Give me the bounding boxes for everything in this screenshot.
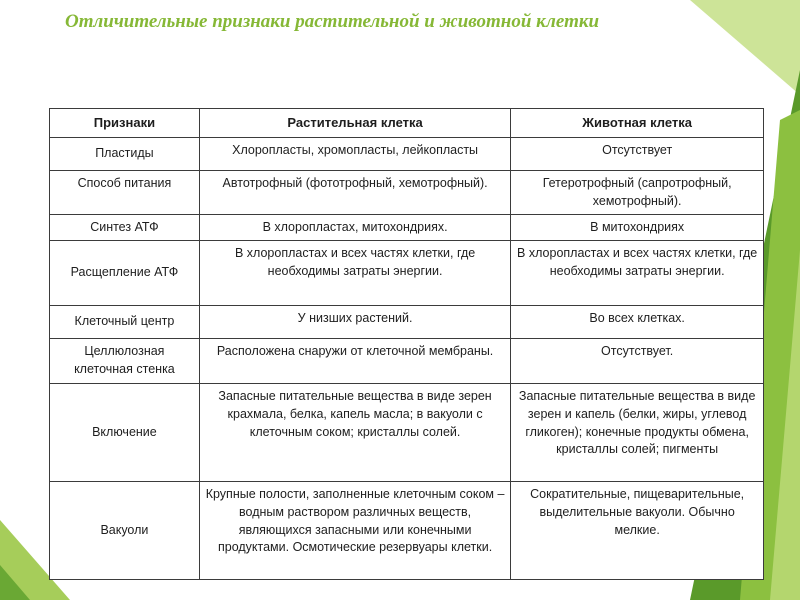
row-feature: Клеточный центр: [50, 306, 200, 339]
animal-cell-value: Отсутствует: [511, 138, 764, 171]
animal-cell-value: В хлоропластах и всех частях клетки, где необходимы затраты энергии.: [511, 241, 764, 306]
table-row: [50, 138, 764, 171]
header-features: Признаки: [50, 109, 200, 138]
animal-cell-value: Во всех клетках.: [511, 306, 764, 339]
slide-title: Отличительные признаки растительной и животной клетки: [65, 11, 600, 32]
table-row: [50, 241, 764, 306]
row-feature: Вакуоли: [50, 482, 200, 580]
table-row: [50, 482, 764, 580]
plant-cell-value: Хлоропласты, хромопласты, лейкопласты: [199, 138, 510, 171]
table-row: [50, 339, 764, 384]
table-row: [50, 384, 764, 482]
comparison-table: [49, 108, 764, 580]
table-row: [50, 171, 764, 215]
row-feature: Включение: [50, 384, 200, 482]
plant-cell-value: Крупные полости, заполненные клеточным соком – водным раствором различных веществ, являющихся запасными или конечными продуктами. Осмотические резервуары клетки.: [199, 482, 510, 580]
row-feature: Целлюлозная клеточная стенка: [50, 339, 200, 384]
table-header-row: [50, 109, 764, 138]
plant-cell-value: В хлоропластах и всех частях клетки, где необходимы затраты энергии.: [199, 241, 510, 306]
plant-cell-value: Расположена снаружи от клеточной мембраны.: [199, 339, 510, 384]
plant-cell-value: У низших растений.: [199, 306, 510, 339]
plant-cell-value: Автотрофный (фототрофный, хемотрофный).: [199, 171, 510, 215]
row-feature: Синтез АТФ: [50, 215, 200, 241]
animal-cell-value: Отсутствует.: [511, 339, 764, 384]
header-plant-cell: Растительная клетка: [199, 109, 510, 138]
row-feature: Пластиды: [50, 138, 200, 171]
animal-cell-value: Сократительные, пищеварительные, выделительные вакуоли. Обычно мелкие.: [511, 482, 764, 580]
animal-cell-value: Гетеротрофный (сапротрофный, хемотрофный).: [511, 171, 764, 215]
row-feature: Расщепление АТФ: [50, 241, 200, 306]
animal-cell-value: Запасные питательные вещества в виде зерен и капель (белки, жиры, углевод гликоген); конечные продукты обмена, кристаллы солей; пигменты: [511, 384, 764, 482]
table-row: [50, 306, 764, 339]
header-animal-cell: Животная клетка: [511, 109, 764, 138]
animal-cell-value: В митохондриях: [511, 215, 764, 241]
plant-cell-value: В хлоропластах, митохондриях.: [199, 215, 510, 241]
plant-cell-value: Запасные питательные вещества в виде зерен крахмала, белка, капель масла; в вакуоли с клеточным соком; кристаллы солей.: [199, 384, 510, 482]
row-feature: Способ питания: [50, 171, 200, 215]
table-row: [50, 215, 764, 241]
deco-shape-top-light: [690, 0, 800, 95]
